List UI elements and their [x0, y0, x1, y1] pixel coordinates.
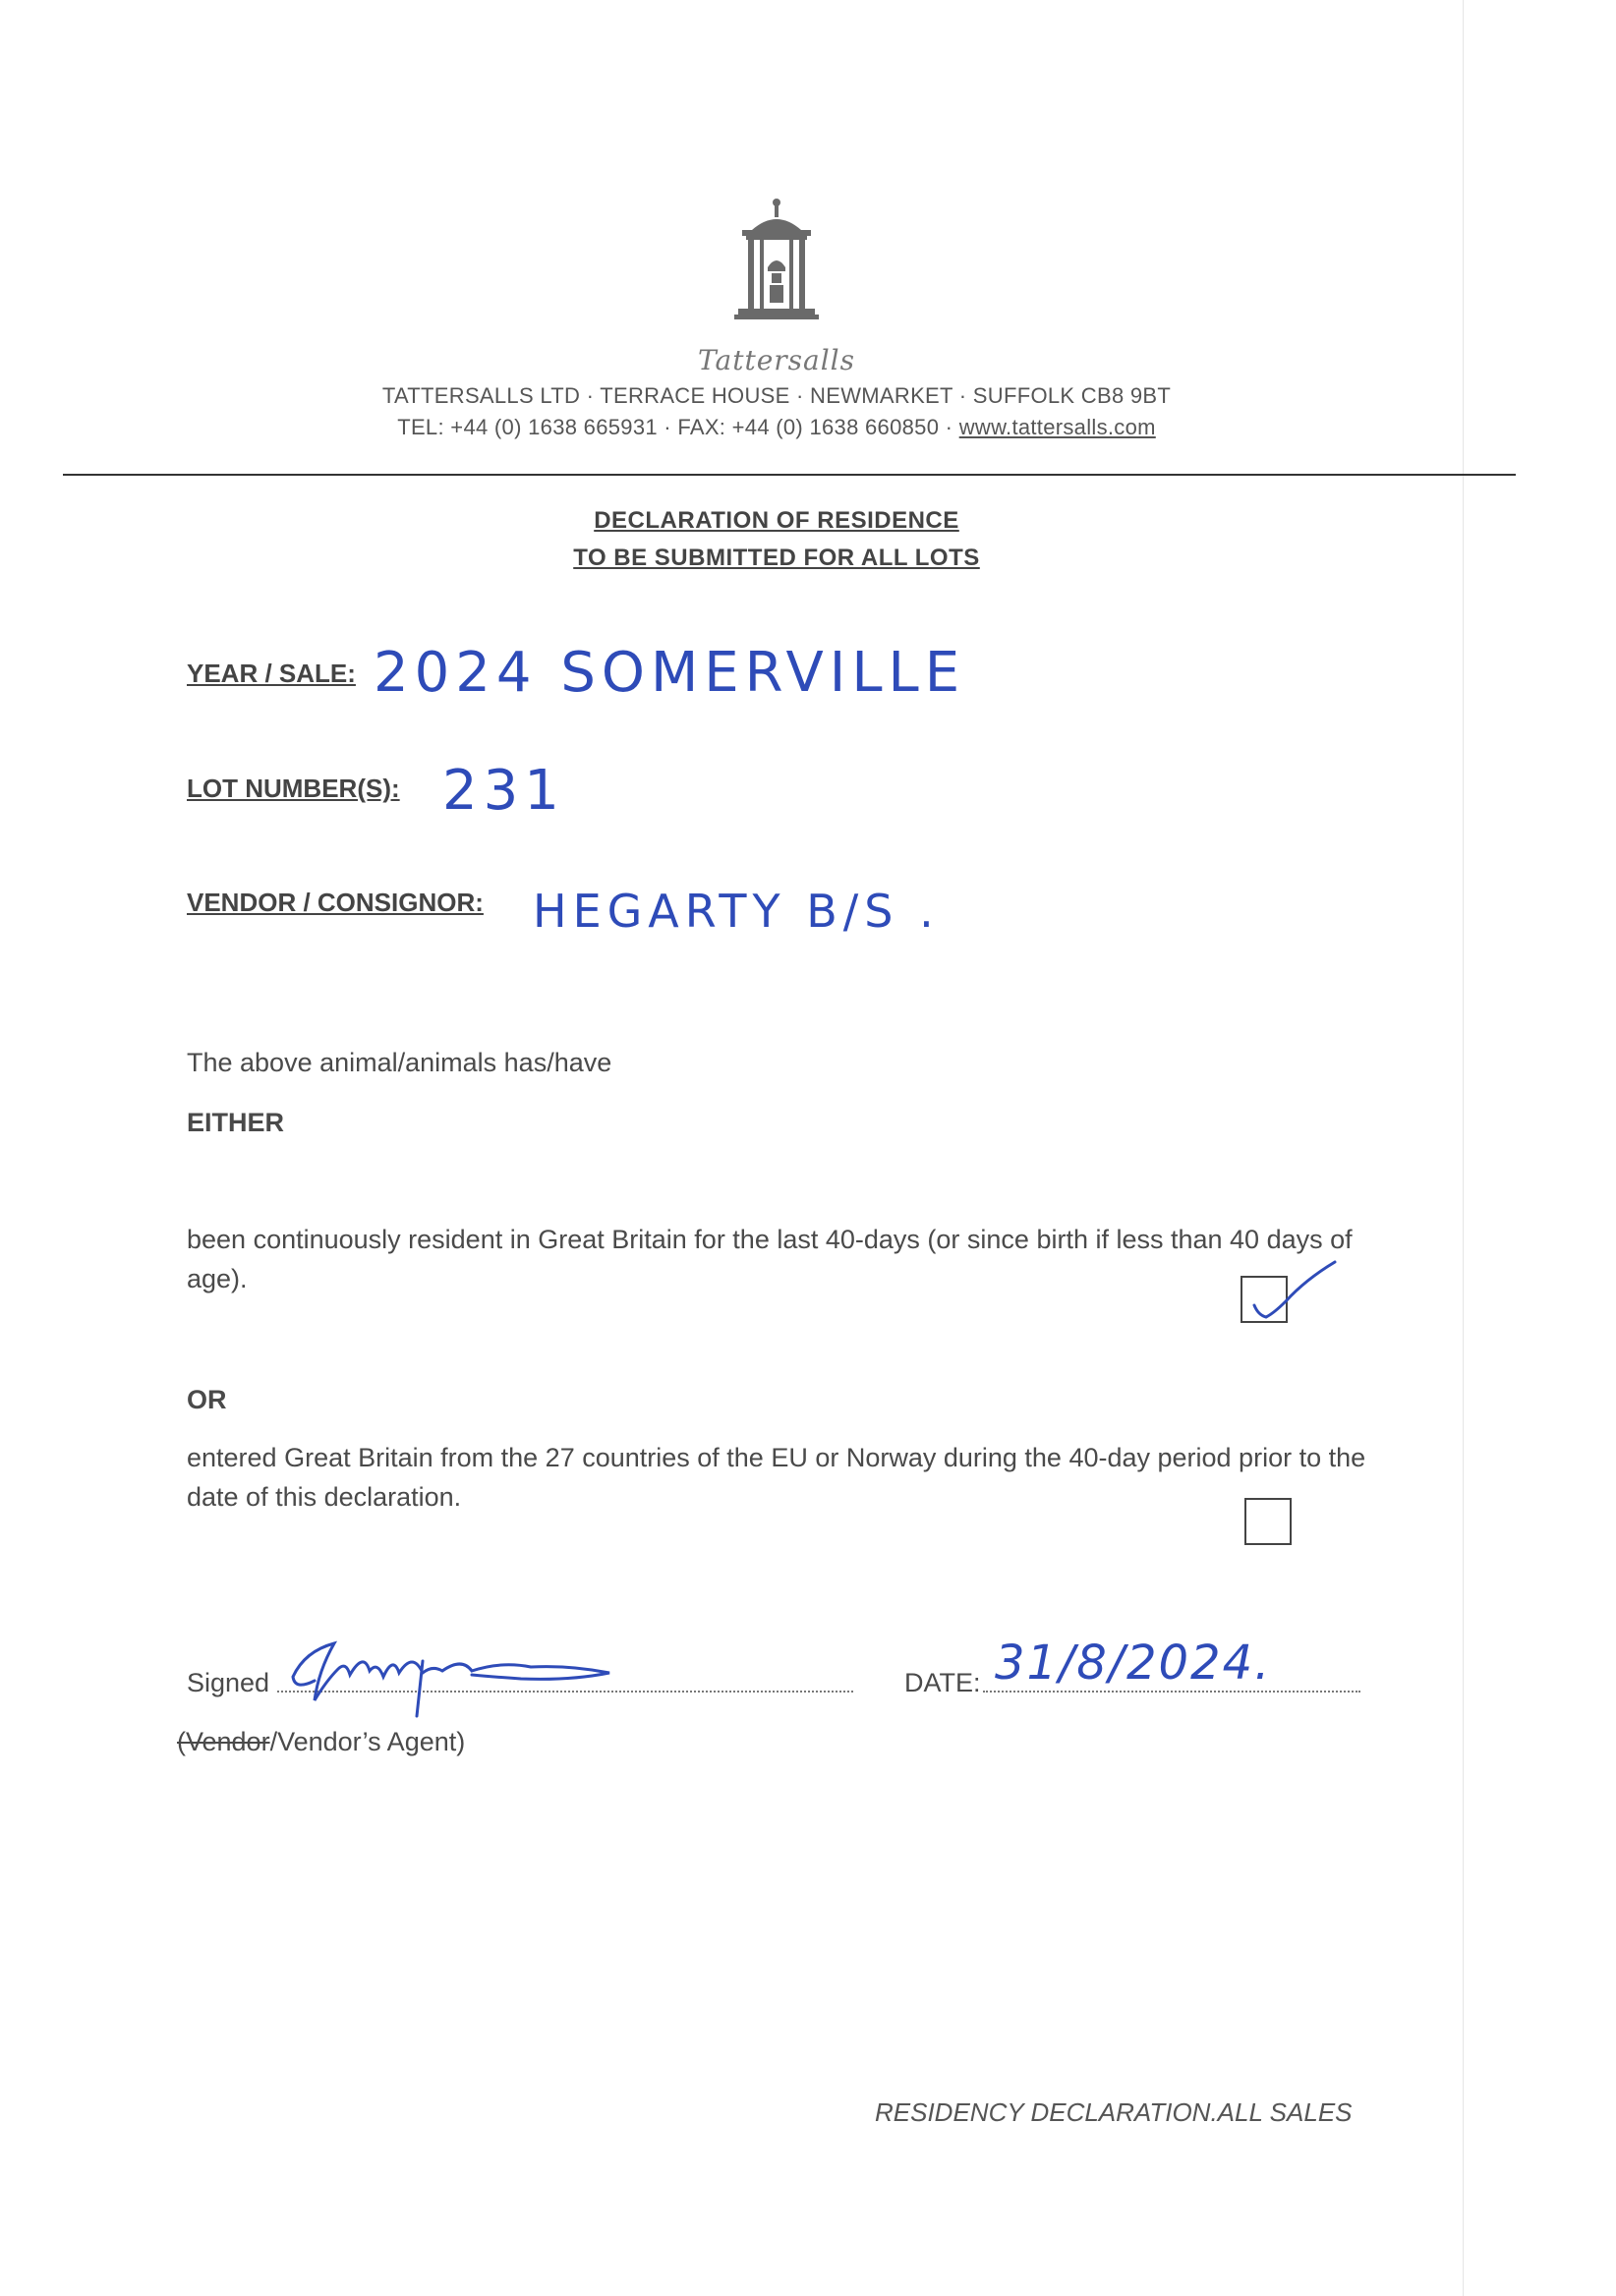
date-line — [983, 1691, 1360, 1693]
form-subtitle: TO BE SUBMITTED FOR ALL LOTS — [573, 545, 980, 571]
either-label: EITHER — [187, 1108, 285, 1137]
signer-role — [177, 1722, 465, 1761]
company-address: TATTERSALLS LTD · TERRACE HOUSE · NEWMARKET · SUFFOLK CB8 9BT — [381, 383, 1172, 408]
option2-text: entered Great Britain from the 27 countries of the EU or Norway during the 40-day period prior to the date of this declaration. — [187, 1443, 1366, 1512]
lot-number-label: LOT NUMBER(S): — [187, 774, 400, 803]
tattersalls-logo-icon — [713, 195, 840, 342]
header-divider — [63, 474, 1516, 476]
website-link[interactable]: www.tattersalls.com — [958, 415, 1156, 439]
date-label: DATE: — [904, 1668, 981, 1697]
signed-label: Signed — [187, 1668, 270, 1697]
role-vendor-struck: (Vendor — [177, 1727, 270, 1756]
vendor-value[interactable]: HEGARTY B/S . — [533, 885, 940, 938]
signature-mark[interactable] — [275, 1622, 629, 1720]
footer-reference: RESIDENCY DECLARATION.ALL SALES — [875, 2097, 1353, 2127]
year-sale-value[interactable]: 2024 SOMERVILLE — [374, 641, 966, 705]
option2-checkbox[interactable] — [1244, 1498, 1292, 1545]
intro-text: The above animal/animals has/have — [187, 1048, 612, 1077]
company-contact — [0, 415, 1553, 440]
contact-numbers: TEL: +44 (0) 1638 665931 · FAX: +44 (0) 1638 660850 · — [397, 415, 959, 439]
role-agent: /Vendor’s Agent) — [269, 1727, 466, 1756]
date-value[interactable]: 31/8/2024. — [995, 1636, 1272, 1691]
vendor-label: VENDOR / CONSIGNOR: — [187, 888, 484, 917]
checkmark-icon — [1241, 1258, 1349, 1327]
or-label: OR — [187, 1385, 227, 1414]
option1-text: been continuously resident in Great Britain for the last 40-days (or since birth if less than 40 days of age). — [187, 1225, 1353, 1293]
brand-name: Tattersalls — [698, 344, 855, 376]
lot-number-value[interactable]: 231 — [442, 759, 565, 823]
form-title: DECLARATION OF RESIDENCE — [594, 507, 959, 534]
year-sale-label: YEAR / SALE: — [187, 659, 356, 688]
